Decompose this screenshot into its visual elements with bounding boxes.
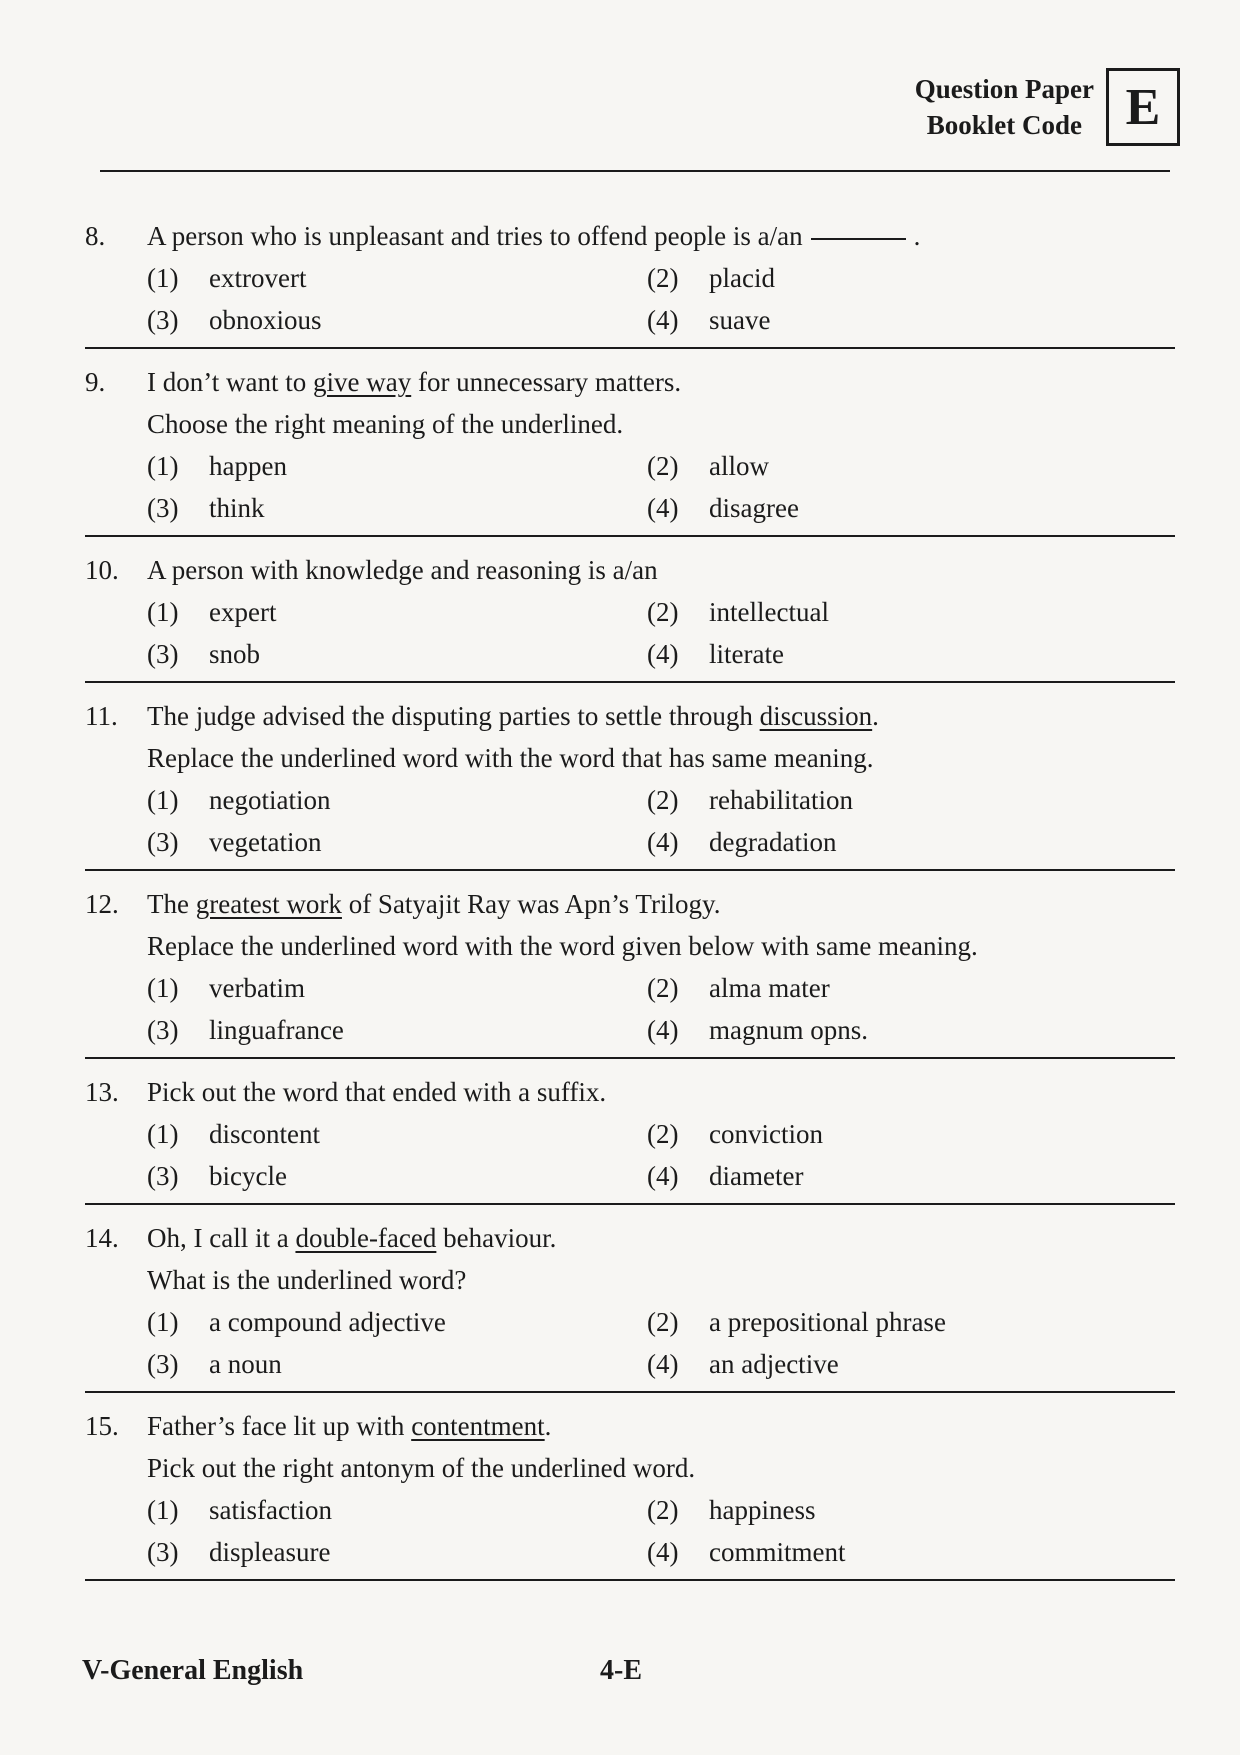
option-3: (3) obnoxious — [147, 305, 322, 335]
question-14 — [85, 1205, 1175, 1393]
option-4: (4) commitment — [647, 1537, 846, 1567]
question-number: 15. — [85, 1411, 119, 1441]
option-2: (2) happiness — [647, 1495, 816, 1525]
option-2: (2) a prepositional phrase — [647, 1307, 946, 1337]
underlined-phrase: greatest work — [195, 889, 342, 919]
option-1: (1) negotiation — [147, 785, 331, 815]
options — [85, 1301, 1175, 1385]
option-2: (2) placid — [647, 263, 775, 293]
option-2: (2) conviction — [647, 1119, 823, 1149]
question-number: 13. — [85, 1077, 119, 1107]
question-instruction: Pick out the right antonym of the underlined word. — [147, 1453, 696, 1483]
question-number: 9. — [85, 367, 106, 397]
option-3: (3) a noun — [147, 1349, 282, 1379]
options — [85, 1489, 1175, 1573]
question-number: 10. — [85, 555, 119, 585]
option-3: (3) snob — [147, 639, 261, 669]
answer-blank — [811, 238, 906, 240]
question-text: A person who is unpleasant and tries to offend people is a/an . — [147, 221, 921, 251]
question-text: Father’s face lit up with contentment. — [147, 1411, 552, 1441]
option-1: (1) happen — [147, 451, 287, 481]
option-2: (2) allow — [647, 451, 769, 481]
option-3: (3) displeasure — [147, 1537, 331, 1567]
underlined-phrase: discussion — [759, 701, 873, 731]
question-instruction: Replace the underlined word with the word that has same meaning. — [147, 743, 874, 773]
question-9 — [85, 349, 1175, 537]
option-1: (1) extrovert — [147, 263, 307, 293]
option-4: (4) diameter — [647, 1161, 804, 1191]
question-15 — [85, 1393, 1175, 1581]
page-number: 4-E — [600, 1655, 642, 1686]
options — [85, 445, 1175, 529]
option-1: (1) satisfaction — [147, 1495, 332, 1525]
options — [85, 1113, 1175, 1197]
question-12 — [85, 871, 1175, 1059]
options — [85, 779, 1175, 863]
question-number: 12. — [85, 889, 119, 919]
option-1: (1) discontent — [147, 1119, 320, 1149]
question-list — [85, 215, 1175, 1581]
option-3: (3) linguafrance — [147, 1015, 344, 1045]
underlined-phrase: contentment — [411, 1411, 545, 1441]
option-3: (3) vegetation — [147, 827, 322, 857]
question-text: Oh, I call it a double-faced behaviour. — [147, 1223, 557, 1253]
option-4: (4) an adjective — [647, 1349, 839, 1379]
question-13 — [85, 1059, 1175, 1205]
option-2: (2) rehabilitation — [647, 785, 853, 815]
booklet-code-label-line1: Question Paper — [914, 74, 1094, 104]
subject-label: V-General English — [82, 1655, 304, 1686]
options — [85, 967, 1175, 1051]
option-3: (3) bicycle — [147, 1161, 287, 1191]
option-1: (1) verbatim — [147, 973, 305, 1003]
option-4: (4) magnum opns. — [647, 1015, 868, 1045]
underlined-phrase: give way — [312, 367, 412, 397]
booklet-code-block — [915, 68, 1180, 146]
option-2: (2) alma mater — [647, 973, 830, 1003]
booklet-code-label — [915, 71, 1094, 143]
question-text: The judge advised the disputing parties to settle through discussion. — [147, 701, 879, 731]
booklet-code-box: E — [1106, 68, 1180, 146]
question-number: 11. — [85, 701, 118, 731]
question-instruction: What is the underlined word? — [147, 1265, 467, 1295]
option-1: (1) a compound adjective — [147, 1307, 446, 1337]
question-text: The greatest work of Satyajit Ray was Apn’s Trilogy. — [147, 889, 721, 919]
question-text: A person with knowledge and reasoning is a/an — [147, 555, 658, 585]
option-4: (4) suave — [647, 305, 771, 335]
question-10 — [85, 537, 1175, 683]
question-text: I don’t want to give way for unnecessary matters. — [147, 367, 682, 397]
option-2: (2) intellectual — [647, 597, 829, 627]
option-4: (4) literate — [647, 639, 784, 669]
option-4: (4) disagree — [647, 493, 799, 523]
question-instruction: Replace the underlined word with the word given below with same meaning. — [147, 931, 978, 961]
option-3: (3) think — [147, 493, 265, 523]
option-4: (4) degradation — [647, 827, 837, 857]
underlined-phrase: double-faced — [295, 1223, 437, 1253]
question-instruction: Choose the right meaning of the underlined. — [147, 409, 624, 439]
booklet-code-label-line2: Booklet Code — [926, 110, 1082, 140]
question-8 — [85, 215, 1175, 349]
question-number: 14. — [85, 1223, 119, 1253]
header-divider — [100, 170, 1170, 172]
option-1: (1) expert — [147, 597, 277, 627]
options — [85, 591, 1175, 675]
question-11 — [85, 683, 1175, 871]
question-text: Pick out the word that ended with a suffix. — [147, 1077, 607, 1107]
question-number: 8. — [85, 221, 106, 251]
options — [85, 257, 1175, 341]
